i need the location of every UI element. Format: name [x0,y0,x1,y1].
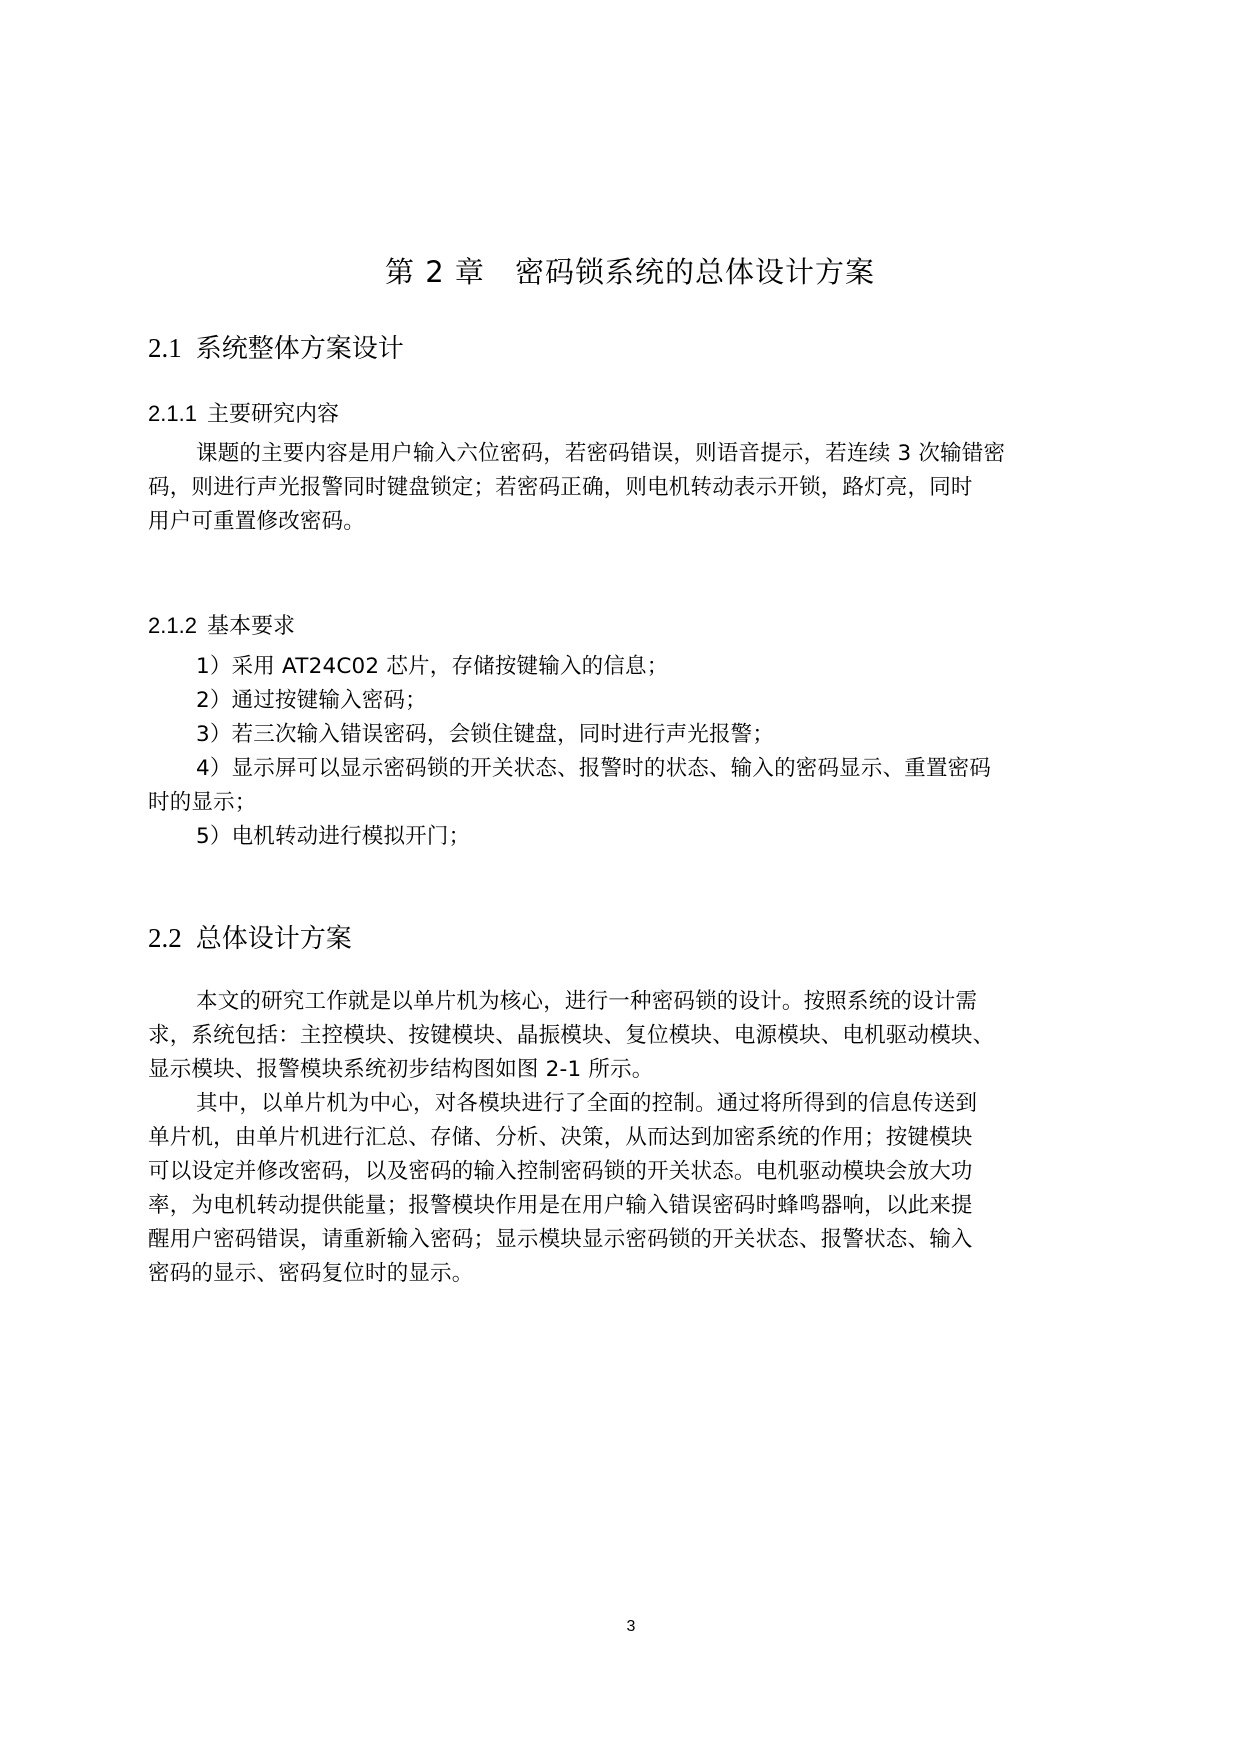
subsection-heading-2-1-1 [148,398,339,431]
list-item: 5）电机转动进行模拟开门； [196,824,471,849]
list-item: 2）通过按键输入密码； [196,688,427,713]
text-line: 单片机，由单片机进行汇总、存储、分析、决策，从而达到加密系统的作用；按键模块 [148,1125,973,1150]
section-number: 2.1 [148,333,182,363]
text-line: 用户可重置修改密码。 [148,509,366,534]
text-line: 本文的研究工作就是以单片机为核心，进行一种密码锁的设计。按照系统的设计需 [196,989,978,1014]
text-line: 课题的主要内容是用户输入六位密码，若密码错误，则语音提示，若连续 3 次输错密 [196,441,1006,466]
subsection-number: 2.1.1 [148,401,197,426]
chapter-title [0,252,1240,292]
text-line: 醒用户密码错误，请重新输入密码；显示模块显示密码锁的开关状态、报警状态、输入 [148,1227,973,1252]
requirements-list [148,650,1128,854]
subsection-heading-2-1-2 [148,610,295,643]
text-line: 其中，以单片机为中心，对各模块进行了全面的控制。通过将所得到的信息传送到 [196,1091,978,1116]
text-line: 求，系统包括：主控模块、按键模块、晶振模块、复位模块、电源模块、电机驱动模块、 [148,1023,995,1048]
list-item-continuation: 时的显示； [148,790,257,815]
section-heading-2-1 [148,330,404,367]
text-line: 码，则进行声光报警同时键盘锁定；若密码正确，则电机转动表示开锁，路灯亮，同时 [148,475,973,500]
subsection-number: 2.1.2 [148,613,197,638]
section-heading-2-2 [148,920,352,957]
subsection-title: 基本要求 [206,614,295,639]
paragraph-main-content [148,437,1128,539]
page-number: 3 [626,1618,636,1635]
text-line: 密码的显示、密码复位时的显示。 [148,1261,474,1286]
text-line: 率，为电机转动提供能量；报警模块作用是在用户输入错误密码时蜂鸣器响，以此来提 [148,1193,973,1218]
text-line: 显示模块、报警模块系统初步结构图如图 2-1 所示。 [148,1057,654,1082]
text-line: 可以设定并修改密码，以及密码的输入控制密码锁的开关状态。电机驱动模块会放大功 [148,1159,973,1184]
list-item: 3）若三次输入错误密码，会锁住键盘，同时进行声光报警； [196,722,775,747]
chapter-title-text: 密码锁系统的总体设计方案 [514,255,875,289]
section-2-2-body [148,985,1128,1291]
section-title: 总体设计方案 [195,924,352,954]
section-title: 系统整体方案设计 [195,334,404,364]
list-item: 1）采用 AT24C02 芯片，存储按键输入的信息； [196,654,669,679]
list-item: 4）显示屏可以显示密码锁的开关状态、报警时的状态、输入的密码显示、重置密码 [196,756,992,781]
subsection-title: 主要研究内容 [206,402,339,427]
chapter-number: 第 2 章 [385,255,485,289]
section-number: 2.2 [148,923,182,953]
